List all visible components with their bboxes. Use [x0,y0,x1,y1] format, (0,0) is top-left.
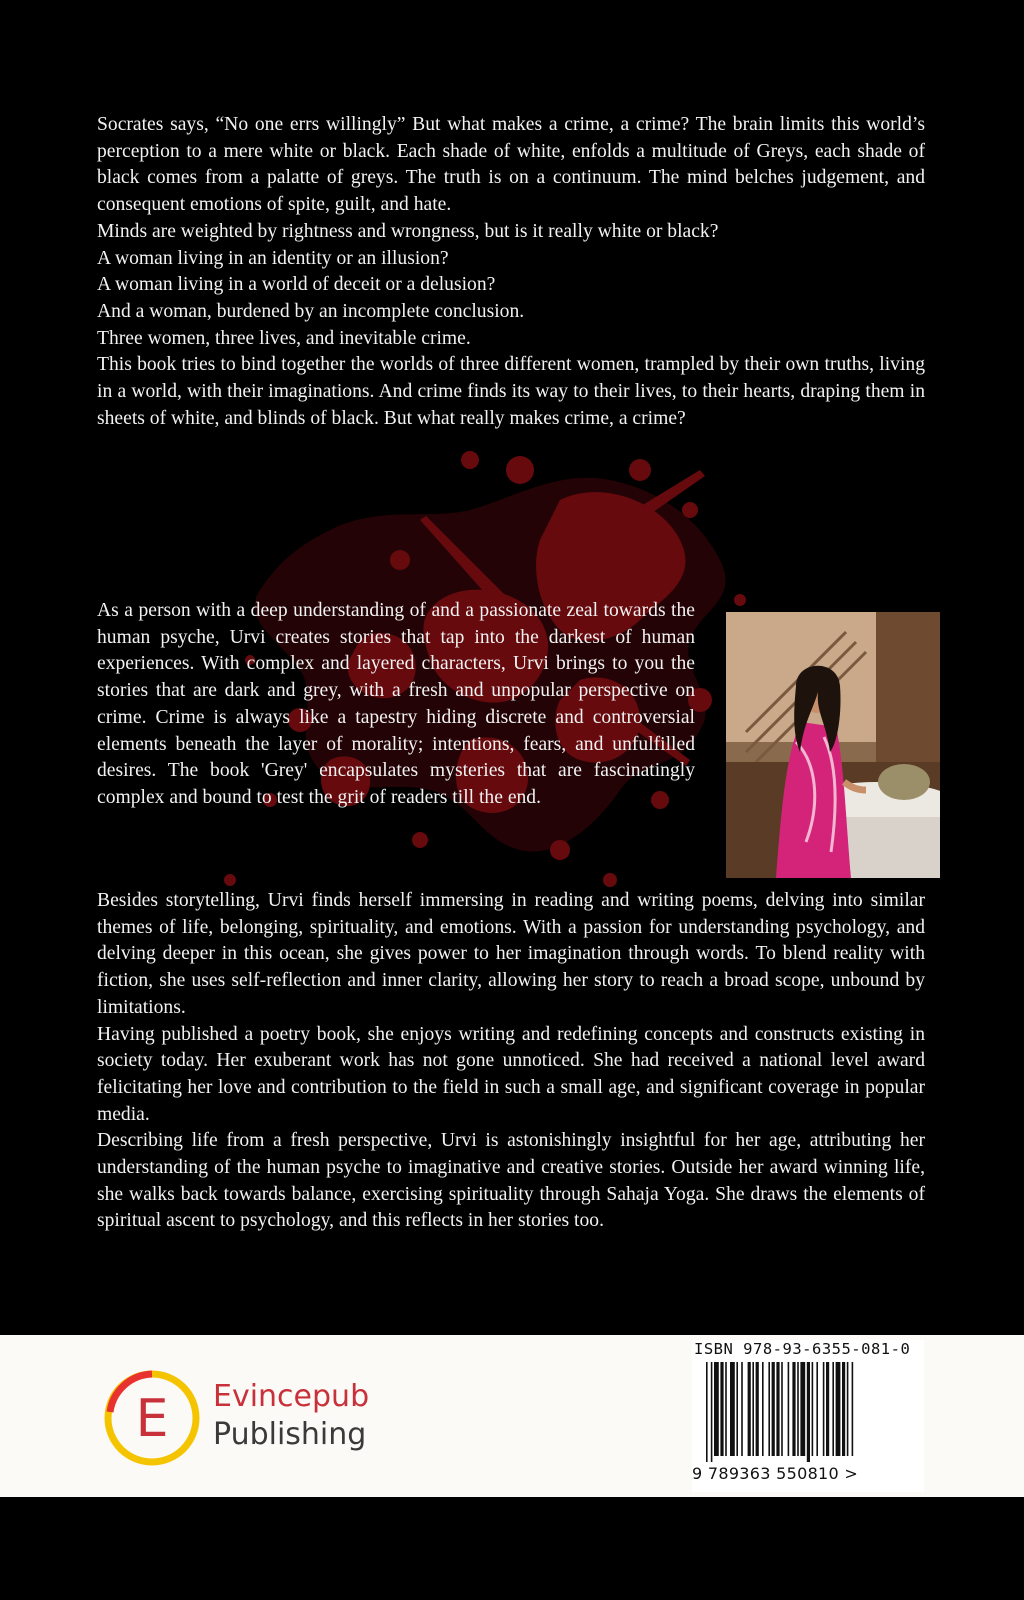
blurb-paragraph: This book tries to bind together the worlds of three different women, trampled by their own truths, living in a world, with their imaginations. And crime finds its way to their lives, to their hearts, draping them in sheets of white, and blinds of black. But what really makes crime, a crime? [97,354,925,429]
blurb-line: And a woman, burdened by an incomplete conclusion. [97,300,525,322]
publisher-name-line1: Evincepub [213,1379,370,1414]
publisher-name-line2: Publishing [213,1417,367,1452]
author-bio-paragraph: As a person with a deep understanding of and a passionate zeal towards the human psyche, Urvi creates stories that tap into the darkest of human experiences. With complex and layered characters, Urvi brings to you the stories that are dark and grey, with a fresh and unpopular perspective on crime. Crime is always like a tapestry hiding discrete and controversial elements beneath the layer of morality; intentions, fears, and unfulfilled desires. The book 'Grey' encapsulates mysteries that are fascinatingly complex and bound to test the grit of readers till the end. [97,600,695,808]
isbn-digits: 9 789363 550810 > [692,1464,859,1483]
author-bio-paragraph: Having published a poetry book, she enjoys writing and redefining concepts and constructs existing in society today. Her exuberant work has not gone unnoticed. She had received a national level award felicitating her love and contribution to the field in such a small age, and significant coverage in popular media. [97,1023,925,1125]
author-photo [726,612,940,878]
author-bio-intro [97,598,695,812]
isbn-barcode [692,1340,924,1492]
logo-letter: E [135,1389,169,1449]
author-bio-paragraph: Describing life from a fresh perspective, Urvi is astonishingly insightful for her age, attributing her understanding of the human psyche to imaginative and creative stories. Outside her award winning life, she walks back towards balance, exercising spirituality through Sahaja Yoga. She draws the elements of spiritual ascent to psychology, and this reflects in her stories too. [97,1130,925,1232]
blurb-line: Minds are weighted by rightness and wrongness, but is it really white or black? [97,220,719,242]
publisher-logo [102,1368,202,1473]
evincepub-logo-icon [102,1368,202,1468]
author-bio-paragraph: Besides storytelling, Urvi finds herself immersing in reading and writing poems, delving into similar themes of life, belonging, spirituality, and emotions. With a passion for understanding psychology, and delving deeper in this ocean, she gives power to her imagination through words. To blend reality with fiction, she uses self-reflection and inner clarity, allowing her story to reach a broad scope, unbound by limitations. [97,890,925,1018]
barcode-icon [706,1362,916,1462]
blurb-paragraph: Socrates says, “No one errs willingly” But what makes a crime, a crime? The brain limits this world’s perception to a mere white or black. Each shade of white, enfolds a multitude of Greys, each shade of black comes from a palatte of greys. The truth is on a continuum. The mind belches judgement, and consequent emotions of spite, guilt, and hate. [97,114,925,216]
blurb-line: Three women, three lives, and inevitable crime. [97,327,471,349]
author-bio-continued [97,888,925,1235]
blurb-line: A woman living in a world of deceit or a delusion? [97,274,496,296]
publisher-name [213,1378,369,1454]
back-cover-blurb [97,112,925,432]
blurb-line: A woman living in an identity or an illusion? [97,247,449,269]
isbn-label: ISBN 978-93-6355-081-0 [694,1340,911,1358]
